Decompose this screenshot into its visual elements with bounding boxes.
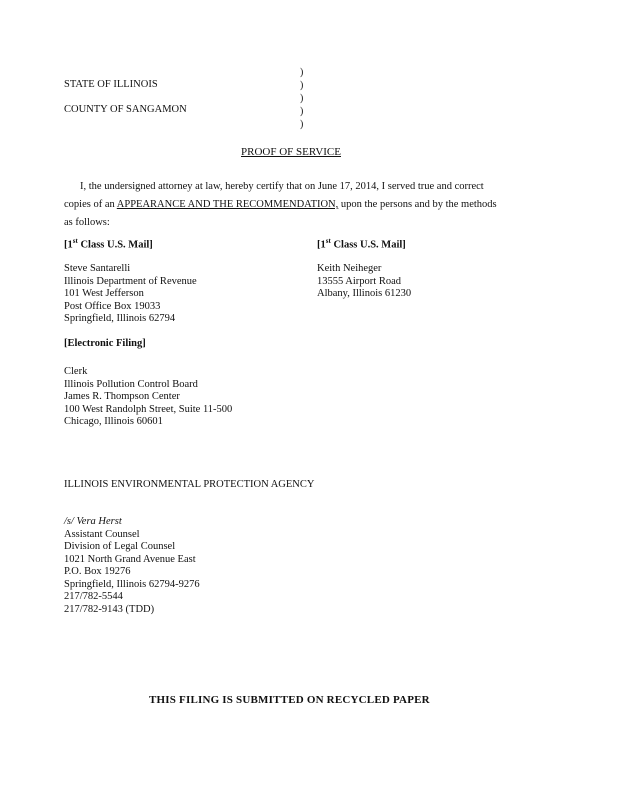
address-line: Springfield, Illinois 62794 — [64, 313, 176, 324]
address-line: Clerk — [64, 366, 88, 377]
address-block-clerk — [64, 366, 232, 429]
signature-division: Division of Legal Counsel — [64, 541, 176, 552]
caption-paren: ) — [300, 93, 304, 104]
mail-label-left — [64, 237, 153, 251]
mail-label-suffix: Class U.S. Mail] — [330, 239, 406, 251]
address-line: James R. Thompson Center — [64, 391, 180, 402]
caption-paren: ) — [300, 119, 304, 130]
document-title: PROOF OF SERVICE — [241, 146, 341, 158]
signature-address: 1021 North Grand Avenue East — [64, 553, 196, 565]
signature-po-box: P.O. Box 19276 — [64, 566, 131, 577]
address-line: Steve Santarelli — [64, 263, 131, 274]
intro-line-2 — [64, 196, 497, 213]
electronic-filing-label: [Electronic Filing] — [64, 338, 146, 349]
intro-line-2-after: upon the persons and by the methods — [338, 199, 497, 210]
address-line: Keith Neiheger — [317, 263, 382, 274]
signature-title: Assistant Counsel — [64, 528, 140, 540]
address-line: Post Office Box 19033 — [64, 300, 161, 312]
mail-label-prefix: [1 — [317, 239, 326, 251]
agency-name: ILLINOIS ENVIRONMENTAL PROTECTION AGENCY — [64, 479, 315, 490]
address-line: Illinois Department of Revenue — [64, 275, 197, 287]
caption-paren: ) — [300, 67, 304, 78]
caption-paren: ) — [300, 80, 304, 91]
signature-phone: 217/782-5544 — [64, 591, 123, 602]
address-block-neiheger — [317, 263, 411, 301]
address-line: 100 West Randolph Street, Suite 11-500 — [64, 403, 233, 415]
signature-city: Springfield, Illinois 62794-9276 — [64, 578, 200, 590]
signature-block — [64, 516, 200, 616]
county-caption: COUNTY OF SANGAMON — [64, 104, 187, 115]
recycled-paper-footer: THIS FILING IS SUBMITTED ON RECYCLED PAPER — [149, 694, 430, 706]
mail-label-sup: st — [72, 237, 78, 245]
caption-paren: ) — [300, 106, 304, 117]
address-block-santarelli — [64, 263, 197, 326]
address-line: 13555 Airport Road — [317, 275, 401, 287]
address-line: Illinois Pollution Control Board — [64, 378, 198, 390]
intro-line-2-before: copies of an — [64, 199, 117, 210]
state-caption: STATE OF ILLINOIS — [64, 79, 158, 90]
address-line: 101 West Jefferson — [64, 288, 144, 299]
signature-line: /s/ Vera Herst — [64, 516, 122, 527]
mail-label-sup: st — [325, 237, 331, 245]
signature-tdd: 217/782-9143 (TDD) — [64, 603, 155, 615]
intro-line-1: I, the undersigned attorney at law, hereby certify that on June 17, 2014, I served true and correct — [80, 181, 484, 192]
address-line: Chicago, Illinois 60601 — [64, 416, 163, 427]
address-line: Albany, Illinois 61230 — [317, 288, 412, 299]
intro-line-3: as follows: — [64, 217, 110, 228]
mail-label-suffix: Class U.S. Mail] — [77, 239, 153, 251]
served-documents: APPEARANCE AND THE RECOMMENDATION, — [116, 199, 339, 210]
mail-label-prefix: [1 — [64, 239, 73, 251]
mail-label-right — [317, 237, 406, 251]
